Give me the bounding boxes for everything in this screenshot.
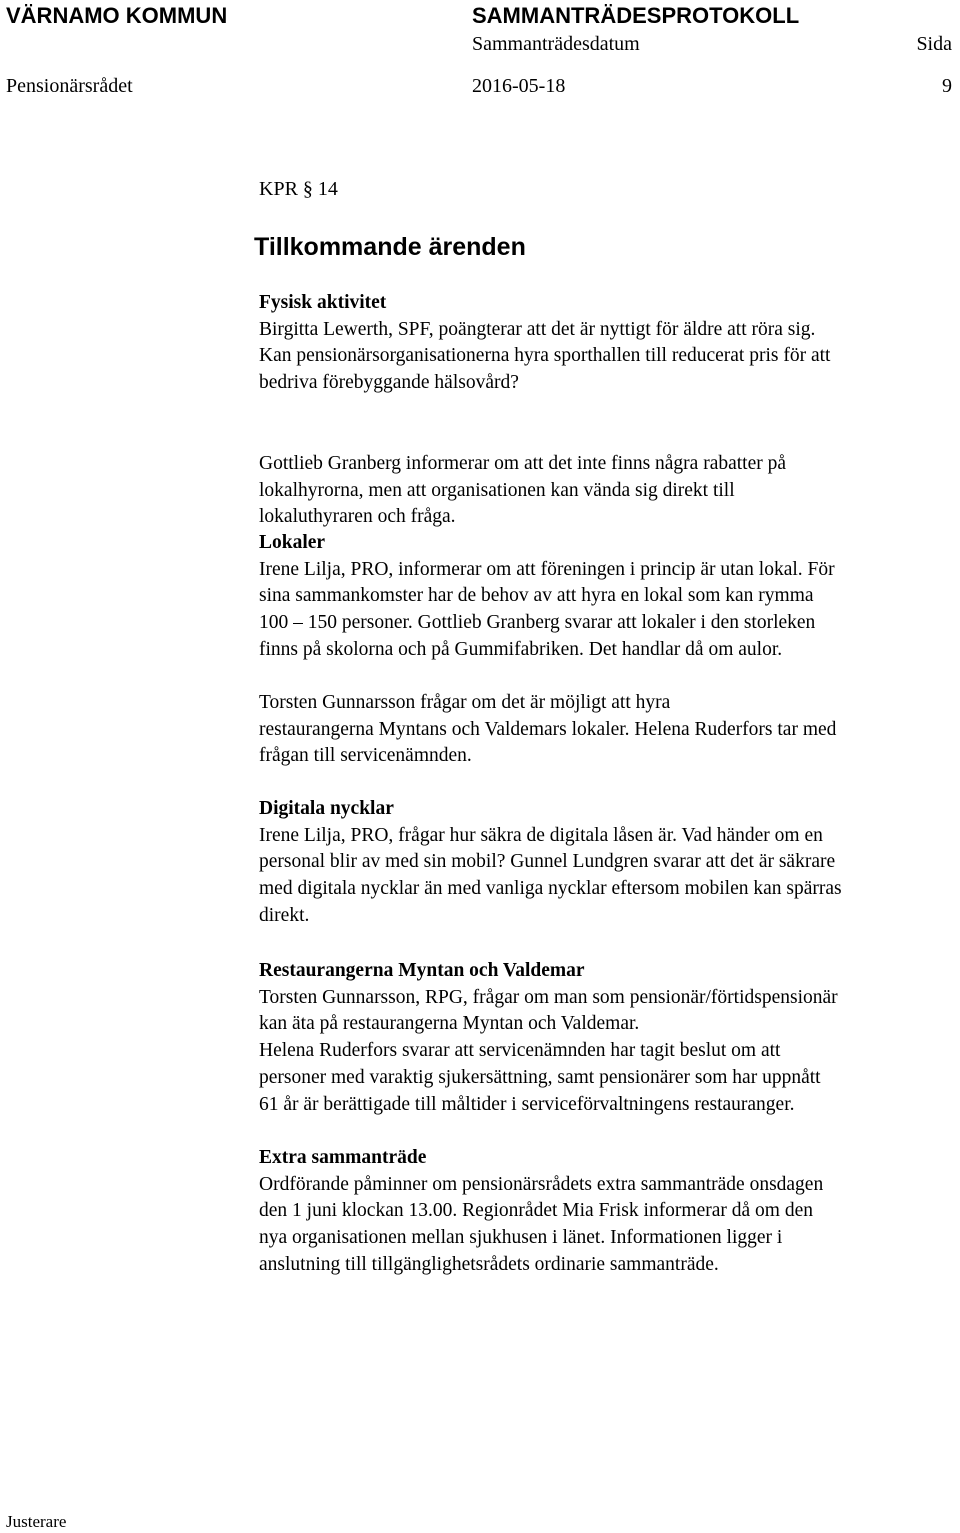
text-line: personal blir av med sin mobil? Gunnel Lundgren svarar att det är säkrare [259, 851, 836, 873]
text-line: frågan till servicenämnden. [259, 745, 472, 767]
text-line: den 1 juni klockan 13.00. Regionrådet Mia Frisk informerar då om den [259, 1200, 813, 1222]
text-line: lokalhyrorna, men att organisationen kan vända sig direkt till [259, 479, 735, 501]
text-line: Irene Lilja, PRO, frågar hur säkra de digitala låsen är. Vad händer om en [259, 824, 823, 846]
text-line: bedriva förebyggande hälsovård? [259, 372, 519, 394]
text-line: anslutning till tillgänglighetsrådets ordinarie sammanträde. [259, 1253, 719, 1275]
text-line: Kan pensionärsorganisationerna hyra sporthallen till reducerat pris för att [259, 345, 831, 367]
text-line: sina sammankomster har de behov av att hyra en lokal som kan rymma [259, 585, 814, 607]
footer-justerare: Justerare [6, 1512, 67, 1531]
text-line: med digitala nycklar än med vanliga nycklar eftersom mobilen kan spärras [259, 878, 842, 900]
text-line: Birgitta Lewerth, SPF, poängterar att det är nyttigt för äldre att röra sig. [259, 318, 816, 340]
municipality-name: VÄRNAMO KOMMUN [6, 3, 228, 28]
text-line: Gottlieb Granberg informerar om att det inte finns några rabatter på [259, 453, 787, 474]
section-lokaler [259, 530, 949, 664]
text-line: Torsten Gunnarsson, RPG, frågar om man som pensionär/förtidspensionär [259, 986, 838, 1008]
case-number: KPR § 14 [259, 178, 338, 200]
section-heading: Digitala nycklar [259, 798, 394, 819]
paragraph-granberg-rabatter [259, 451, 949, 531]
section-heading: Fysisk aktivitet [259, 292, 387, 313]
text-line: 100 – 150 personer. Gottlieb Granberg svarar att lokaler i den storleken [259, 612, 816, 634]
text-line: Irene Lilja, PRO, informerar om att föreningen i princip är utan lokal. För [259, 558, 835, 580]
text-line: Helena Ruderfors svarar att servicenämnden har tagit beslut om att [259, 1040, 781, 1062]
section-heading: Lokaler [259, 532, 326, 553]
section-digitala-nycklar [259, 796, 949, 930]
text-line: personer med varaktig sjukersättning, samt pensionärer som har uppnått [259, 1066, 821, 1088]
page-number: 9 [942, 75, 952, 97]
text-line: nya organisationen mellan sjukhusen i länet. Informationen ligger i [259, 1227, 783, 1249]
document-type: SAMMANTRÄDESPROTOKOLL [472, 3, 800, 28]
text-line: restaurangerna Myntans och Valdemars lokaler. Helena Ruderfors tar med [259, 718, 837, 740]
text-line: 61 år är berättigade till måltider i serviceförvaltningens restauranger. [259, 1093, 795, 1115]
section-extra-sammantrade [259, 1145, 949, 1279]
page-label: Sida [916, 33, 952, 55]
section-heading: Restaurangerna Myntan och Valdemar [259, 960, 585, 981]
paragraph-gunnarsson-lokaler [259, 690, 949, 770]
text-line: Torsten Gunnarsson frågar om det är möjligt att hyra [259, 692, 671, 713]
date-label: Sammanträdesdatum [472, 33, 640, 55]
text-line: kan äta på restaurangerna Myntan och Valdemar. [259, 1013, 640, 1035]
section-heading: Extra sammanträde [259, 1147, 427, 1168]
text-line: finns på skolorna och på Gummifabriken. Det handlar då om aulor. [259, 638, 783, 660]
meeting-date: 2016-05-18 [472, 75, 566, 97]
body-name: Pensionärsrådet [6, 75, 133, 97]
section-fysisk-aktivitet [259, 290, 949, 397]
text-line: lokaluthyraren och fråga. [259, 506, 456, 528]
text-line: direkt. [259, 904, 310, 926]
text-line: Ordförande påminner om pensionärsrådets extra sammanträde onsdagen [259, 1173, 824, 1195]
case-title: Tillkommande ärenden [254, 233, 526, 261]
section-restaurangerna [259, 958, 949, 1118]
